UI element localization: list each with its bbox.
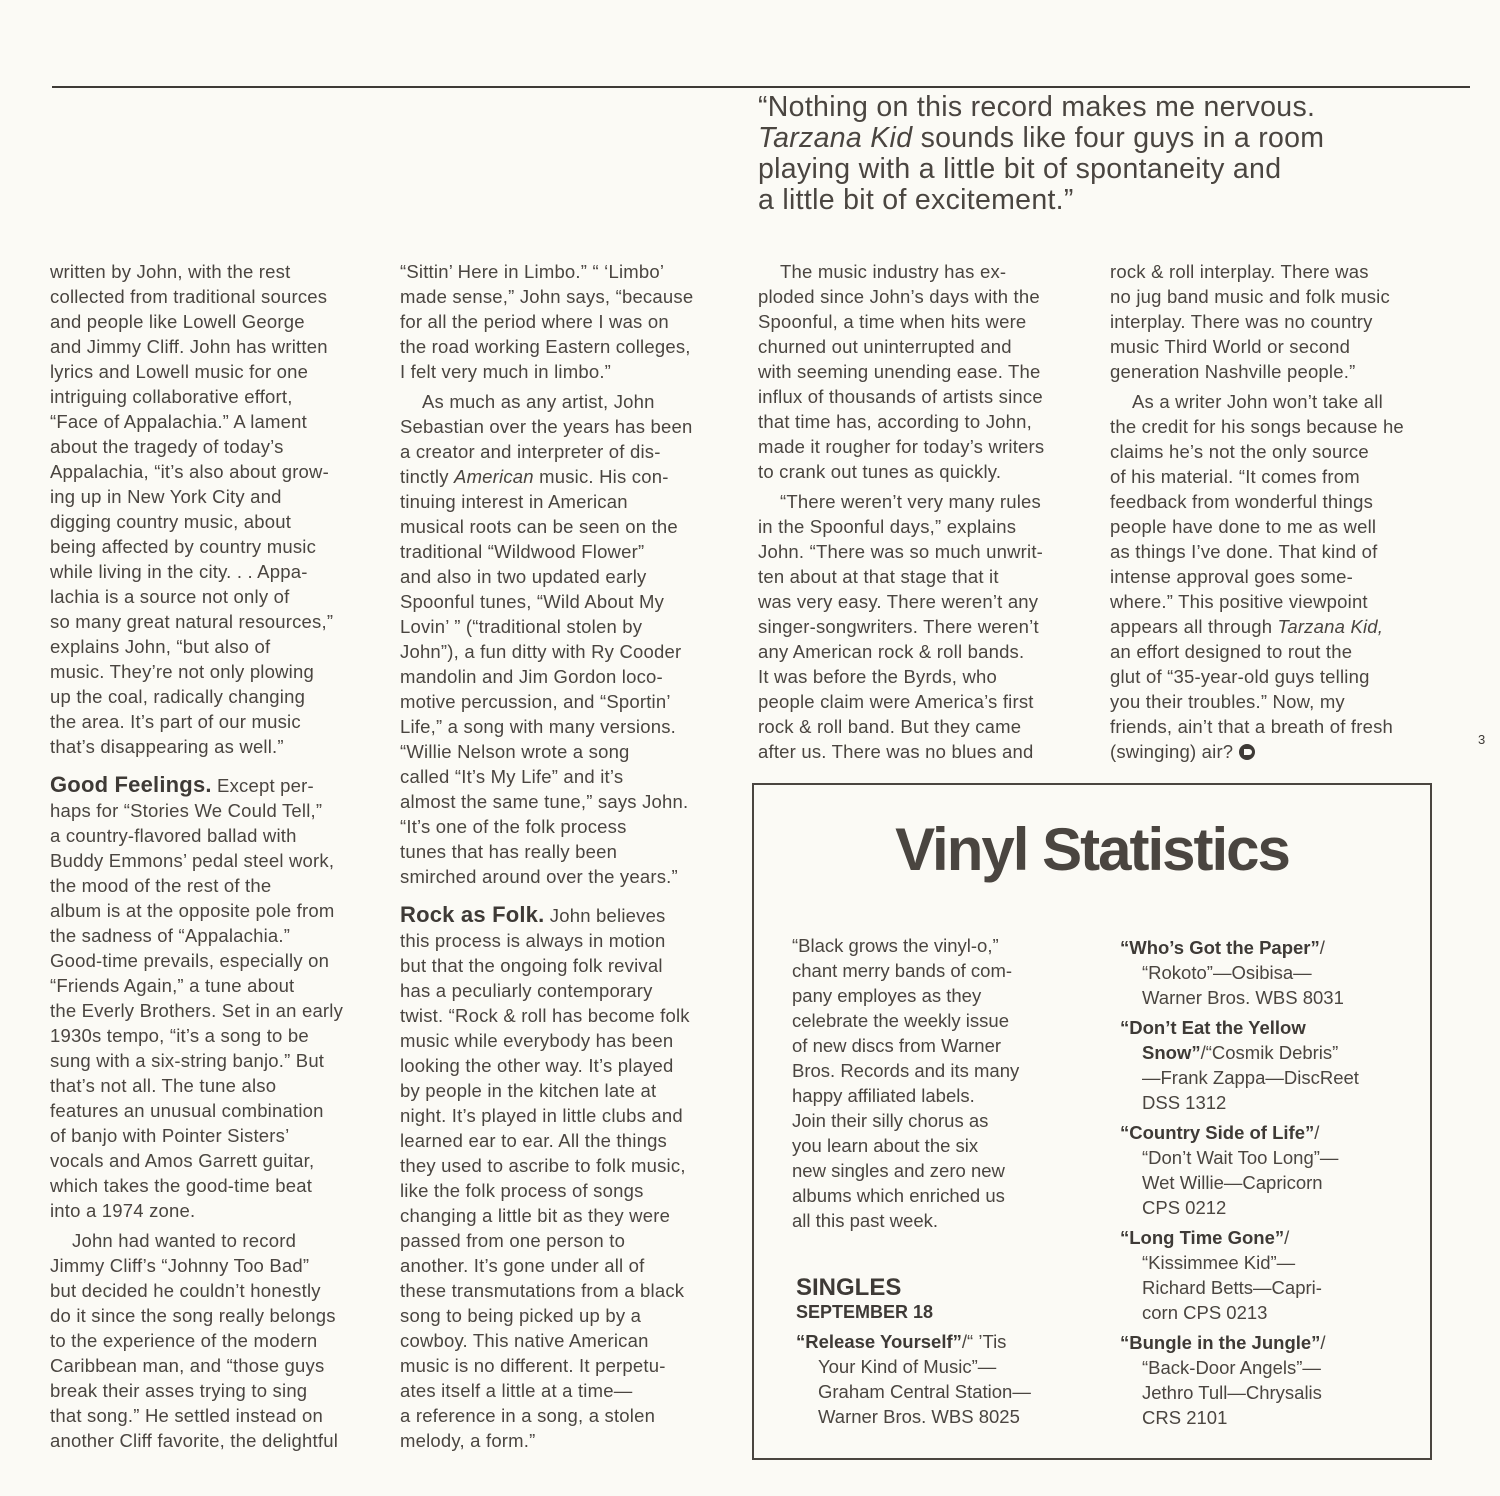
single-entry: “Release Yourself”/“ ’Tis Your Kind of Music”— Graham Central Station— Warner Bros. WBS 8025 [796, 1331, 1031, 1427]
article-column-1 [50, 259, 380, 1453]
paragraph: The music industry has ex- ploded since John’s days with the Spoonful, a time when hits were churned out uninterrupted and with seeming unending ease. The influx of thousands of artists since that time has, according to John, made it rougher for today’s writers to crank out tunes as quickly. [758, 261, 1045, 482]
paragraph: “Sittin’ Here in Limbo.” “ ‘Limbo’ made sense,” John says, “because for all the period where I was on the road working Eastern colleges, I felt very much in limbo.” [400, 261, 694, 382]
vinyl-statistics-box [752, 783, 1432, 1460]
single-entry: “Don’t Eat the Yellow Snow”/“Cosmik Debris” —Frank Zappa—DiscReet DSS 1312 [1120, 1017, 1359, 1113]
end-of-article-icon [1239, 744, 1255, 760]
paragraph: Good Feelings. Except per- haps for “Stories We Could Tell,” a country-flavored ballad with Buddy Emmons’ pedal steel work, the mood of the rest of the album is at the opposite pole from the sadness of “Appalachia.” Good-time prevails, especially on “Friends Again,” a tune about the Everly Brothers. Set in an early 1930s tempo, “it’s a song to be sung with a six-string banjo.” But that’s not all. The tune also features an unusual combination of banjo with Pointer Sisters’ vocals and Amos Garrett guitar, which takes the good-time beat into a 1974 zone. [50, 772, 344, 1221]
pull-quote: “Nothing on this record makes me nervous. Tarzana Kid sounds like four guys in a room playing with a little bit of spontaneity and a little bit of excitement.” [758, 91, 1325, 216]
article-column-4 [1110, 259, 1440, 764]
singles-heading: SINGLES [796, 1274, 902, 1301]
paragraph: As a writer John won’t take all the credit for his songs because he claims he’s not the only source of his material. “It comes from feedback from wonderful things people have done to me as well as things I’ve done. That kind of intense approval goes some- where.” This positive viewpoint appears all through Tarzana Kid, an effort designed to rout the glut of “35-year-old guys telling you their troubles.” Now, my friends, ain’t that a breath of fresh (swinging) air? [1110, 391, 1404, 762]
section-heading-good-feelings: Good Feelings. [50, 772, 212, 797]
pull-quote-album-title: Tarzana Kid [758, 122, 913, 154]
paragraph: As much as any artist, John Sebastian over the years has been a creator and interpreter of dis- tinctly American music. His con- tinuing interest in American musical roots can be seen on the traditional “Wildwood Flower” and also in two updated early Spoonful tunes, “Wild About My Lovin’ ” (“traditional stolen by John”), a fun ditty with Ry Cooder mandolin and Jim Gordon loco- motive percussion, and “Sportin’ Life,” a song with many versions. “Willie Nelson wrote a song called “It’s My Life” and it’s almost the same tune,” says John. “It’s one of the folk process tunes that has really been smirched around over the years.” [400, 391, 693, 887]
single-entry: “Bungle in the Jungle”/ “Back-Door Angels”— Jethro Tull—Chrysalis CRS 2101 [1120, 1332, 1326, 1428]
paragraph: rock & roll interplay. There was no jug band music and folk music interplay. There was no country music Third World or second generation Nashville people.” [1110, 261, 1390, 382]
section-heading-rock-as-folk: Rock as Folk. [400, 902, 545, 927]
singles-section [796, 1275, 1116, 1429]
paragraph: John had wanted to record Jimmy Cliff’s “Johnny Too Bad” but decided he couldn’t honestly do it since the song really belongs to the experience of the modern Caribbean man, and “those guys break their asses trying to sing that song.” He settled instead on another Cliff favorite, the delightful [50, 1230, 339, 1451]
single-entry: “Who’s Got the Paper”/ “Rokoto”—Osibisa— Warner Bros. WBS 8031 [1120, 937, 1344, 1008]
singles-list-right [1120, 935, 1420, 1435]
single-entry: “Long Time Gone”/ “Kissimmee Kid”— Richard Betts—Capri- corn CPS 0213 [1120, 1227, 1322, 1323]
paragraph: written by John, with the rest collected from traditional sources and people like Lowell George and Jimmy Cliff. John has written lyrics and Lowell music for one intriguing collaborative effort, “Face of Appalachia.” A lament about the tragedy of today’s Appalachia, “it’s also about grow- ing up in New York City and digging country music, about being affected by country music while living in the city. . . Appa- lachia is a source not only of so many great natural resources,” explains John, “but also of music. They’re not only plowing up the coal, radically changing the area. It’s part of our music that’s disappearing as well.” [50, 261, 334, 757]
paragraph: Rock as Folk. John believes this process is always in motion but that the ongoing folk revival has a peculiarly contemporary twist. “Rock & roll has become folk music while everybody has been looking the other way. It’s played by people in the kitchen late at night. It’s played in little clubs and learned ear to ear. All the things they used to ascribe to folk music, like the folk process of songs changing a little bit as they were passed from one person to another. It’s gone under all of these transmutations from a black song to being picked up by a cowboy. This native American music is no different. It perpetu- ates itself a little at a time— a reference in a song, a stolen melody, a form.” [400, 902, 690, 1451]
top-rule [52, 86, 1470, 88]
article-column-2 [400, 259, 730, 1453]
singles-date: SEPTEMBER 18 [796, 1302, 934, 1322]
paragraph: “There weren’t very many rules in the Spoonful days,” explains John. “There was so much unwrit- ten about at that stage that it was very easy. There weren’t any singer-songwriters. There weren’t any American rock & roll bands. It was before the Byrds, who people claim were America’s first rock & roll band. But they came after us. There was no blues and [758, 491, 1044, 762]
vinyl-intro: “Black grows the vinyl-o,” chant merry bands of com- pany employes as they celebrate the weekly issue of new discs from Warner Bros. Records and its many happy affiliated labels. Join their silly chorus as you learn about the six new singles and zero new albums which enriched us all this past week. [792, 935, 1020, 1231]
article-column-3 [758, 259, 1088, 764]
page-number: 3 [1478, 732, 1486, 747]
single-entry: “Country Side of Life”/ “Don’t Wait Too Long”— Wet Willie—Capricorn CPS 0212 [1120, 1122, 1339, 1218]
vinyl-statistics-title: Vinyl Statistics [895, 816, 1289, 883]
